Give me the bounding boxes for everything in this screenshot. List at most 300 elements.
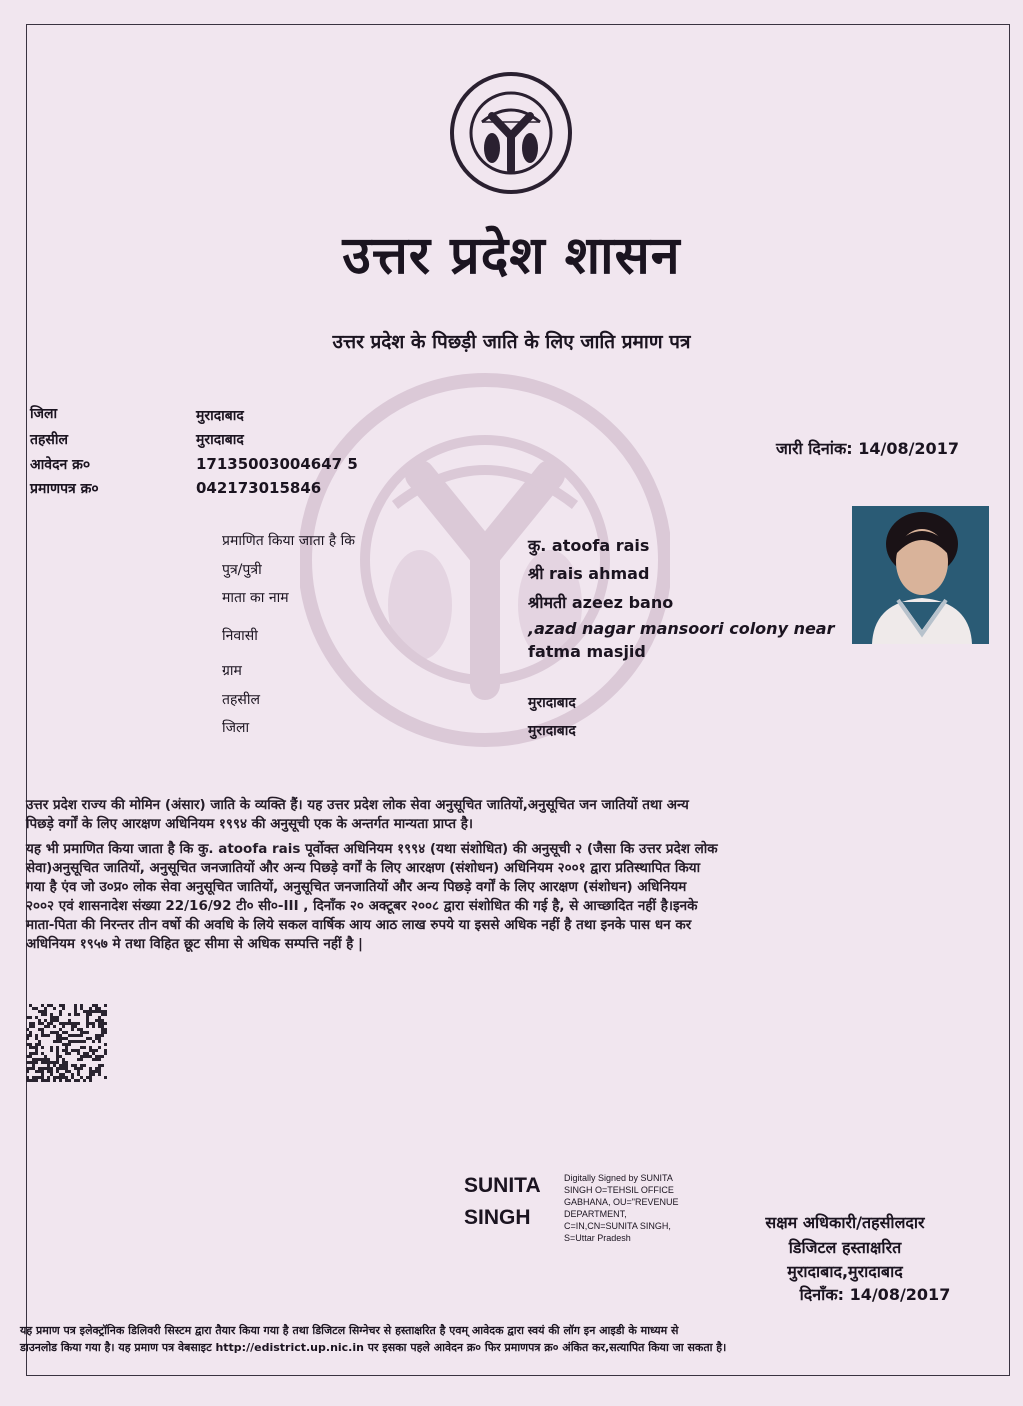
qr-module [59, 1076, 62, 1079]
qr-module [29, 1046, 32, 1049]
qr-module [62, 1049, 65, 1052]
qr-module [80, 1031, 83, 1034]
qr-module [65, 1067, 68, 1070]
qr-module [56, 1055, 59, 1058]
qr-module [65, 1043, 68, 1046]
qr-module [59, 1037, 62, 1040]
qr-module [101, 1028, 104, 1031]
resident-label: निवासी [222, 628, 258, 644]
qr-module [74, 1010, 77, 1013]
qr-module [95, 1070, 98, 1073]
issue-date-label: जारी दिनांक: [776, 439, 853, 458]
qr-module [95, 1034, 98, 1037]
qr-module [104, 1028, 107, 1031]
qr-module [71, 1025, 74, 1028]
qr-module [47, 1034, 50, 1037]
signature-detail-line: GABHANA, OU="REVENUE [564, 1197, 679, 1207]
qr-module [104, 1013, 107, 1016]
qr-module [98, 1022, 101, 1025]
qr-module [101, 1031, 104, 1034]
qr-module [98, 1007, 101, 1010]
qr-module [56, 1031, 59, 1034]
application-label: आवेदन क्र० [30, 457, 91, 473]
para2-line: २००२ एवं शासनादेश संख्या 22/16/92 टी० सी०-III , दिनाँक २० अक्टूबर २००८ द्वारा संशोधित की गई है, से आच्छादित नहीं है।इनके [26, 898, 698, 914]
certificate-subtitle: उत्तर प्रदेश के पिछड़ी जाति के लिए जाति प्रमाण पत्र [332, 331, 691, 353]
qr-module [68, 1079, 71, 1082]
father-name: श्री rais ahmad [528, 564, 650, 583]
address-line-1: ,azad nagar mansoori colony near [528, 619, 835, 638]
qr-module [77, 1073, 80, 1076]
qr-module [29, 1016, 32, 1019]
qr-module [62, 1073, 65, 1076]
signature-details [564, 1172, 678, 1244]
qr-module [83, 1031, 86, 1034]
qr-module [41, 1010, 44, 1013]
qr-module [50, 1067, 53, 1070]
qr-module [32, 1079, 35, 1082]
issue-date-value: 14/08/2017 [858, 439, 959, 458]
digital-signature [464, 1170, 724, 1260]
qr-module [77, 1067, 80, 1070]
qr-module [56, 1067, 59, 1070]
qr-module [44, 1034, 47, 1037]
qr-module [56, 1049, 59, 1052]
qr-module [86, 1010, 89, 1013]
qr-module [26, 1061, 29, 1064]
qr-module [26, 1037, 29, 1040]
qr-module [50, 1073, 53, 1076]
qr-code [26, 1004, 108, 1082]
qr-module [53, 1079, 56, 1082]
qr-module [98, 1064, 101, 1067]
qr-module [92, 1040, 95, 1043]
qr-module [98, 1070, 101, 1073]
qr-module [50, 1013, 53, 1016]
qr-module [29, 1061, 32, 1064]
qr-module [98, 1067, 101, 1070]
qr-module [50, 1049, 53, 1052]
qr-module [29, 1043, 32, 1046]
qr-module [56, 1040, 59, 1043]
qr-module [29, 1079, 32, 1082]
qr-module [41, 1022, 44, 1025]
qr-module [26, 1070, 29, 1073]
qr-module [29, 1034, 32, 1037]
qr-module [65, 1076, 68, 1079]
qr-module [38, 1067, 41, 1070]
qr-module [95, 1037, 98, 1040]
qr-module [41, 1079, 44, 1082]
qr-module [95, 1055, 98, 1058]
body-paragraph-1 [26, 796, 976, 834]
qr-module [32, 1064, 35, 1067]
qr-module [26, 1034, 29, 1037]
qr-module [101, 1034, 104, 1037]
qr-module [101, 1022, 104, 1025]
qr-module [86, 1052, 89, 1055]
qr-module [92, 1049, 95, 1052]
qr-module [29, 1052, 32, 1055]
qr-module [80, 1028, 83, 1031]
qr-module [35, 1037, 38, 1040]
qr-module [92, 1025, 95, 1028]
qr-module [95, 1049, 98, 1052]
qr-module [92, 1070, 95, 1073]
qr-module [59, 1064, 62, 1067]
qr-module [71, 1064, 74, 1067]
qr-module [41, 1058, 44, 1061]
qr-module [104, 1049, 107, 1052]
watermark-emblem [300, 345, 670, 775]
qr-module [68, 1034, 71, 1037]
qr-module [65, 1061, 68, 1064]
qr-module [41, 1034, 44, 1037]
qr-module [89, 1055, 92, 1058]
qr-module [89, 1013, 92, 1016]
qr-module [44, 1079, 47, 1082]
qr-module [59, 1028, 62, 1031]
qr-module [95, 1010, 98, 1013]
qr-module [62, 1064, 65, 1067]
qr-module [44, 1013, 47, 1016]
qr-module [101, 1055, 104, 1058]
qr-module [77, 1049, 80, 1052]
qr-module [59, 1004, 62, 1007]
authority-designation: सक्षम अधिकारी/तहसीलदार [765, 1213, 925, 1232]
qr-module [53, 1007, 56, 1010]
qr-module [80, 1076, 83, 1079]
qr-module [41, 1031, 44, 1034]
qr-module [83, 1040, 86, 1043]
qr-module [44, 1058, 47, 1061]
tehsil-label: तहसील [30, 432, 68, 448]
qr-module [62, 1025, 65, 1028]
qr-module [74, 1022, 77, 1025]
qr-module [47, 1058, 50, 1061]
qr-module [86, 1016, 89, 1019]
qr-module [59, 1010, 62, 1013]
qr-module [92, 1058, 95, 1061]
qr-module [83, 1010, 86, 1013]
qr-module [44, 1010, 47, 1013]
applicant-photo [852, 506, 989, 644]
qr-module [32, 1007, 35, 1010]
district-value: मुरादाबाद [196, 408, 244, 424]
qr-module [80, 1055, 83, 1058]
qr-module [68, 1022, 71, 1025]
address-line-2: fatma masjid [528, 642, 646, 661]
qr-module [65, 1031, 68, 1034]
certified-label: प्रमाणित किया जाता है कि [222, 533, 356, 549]
qr-module [86, 1013, 89, 1016]
qr-module [68, 1052, 71, 1055]
qr-module [98, 1055, 101, 1058]
qr-module [71, 1073, 74, 1076]
qr-module [56, 1016, 59, 1019]
qr-module [65, 1049, 68, 1052]
qr-module [77, 1028, 80, 1031]
qr-module [71, 1022, 74, 1025]
qr-module [56, 1052, 59, 1055]
qr-module [77, 1034, 80, 1037]
qr-module [26, 1028, 29, 1031]
qr-module [98, 1073, 101, 1076]
qr-module [59, 1055, 62, 1058]
qr-module [71, 1028, 74, 1031]
qr-module [50, 1070, 53, 1073]
footer-line: डाउनलोड किया गया है। यह प्रमाण पत्र वेबसाइट http://edistrict.up.nic.in पर इसका पहले आवेदन क्र० फिर प्रमाणपत्र क्र० अंकित कर,सत्यापित किया जा सकता है। [20, 1341, 727, 1354]
qr-module [41, 1061, 44, 1064]
qr-module [101, 1064, 104, 1067]
para2-line: सेवा)अनुसूचित जातियों, अनुसूचित जनजातियों और अन्य पिछड़े वर्गों के लिए आरक्षण (संशोधन) अधिनियम २००१ द्वारा प्रतिस्थापित किया [26, 860, 701, 876]
qr-module [41, 1073, 44, 1076]
qr-module [62, 1022, 65, 1025]
qr-module [62, 1067, 65, 1070]
qr-module [38, 1043, 41, 1046]
qr-module [89, 1070, 92, 1073]
qr-module [35, 1076, 38, 1079]
body-paragraph-2 [26, 840, 976, 954]
para1-line: पिछड़े वर्गों के लिए आरक्षण अधिनियम १९९४ की अनुसूची एक के अन्तर्गत मान्यता प्राप्त है। [26, 816, 473, 832]
qr-module [32, 1025, 35, 1028]
qr-module [83, 1052, 86, 1055]
qr-module [50, 1019, 53, 1022]
qr-module [74, 1067, 77, 1070]
application-number: 17135003004647 5 [196, 455, 358, 473]
signer-name [464, 1170, 541, 1234]
qr-module [74, 1025, 77, 1028]
qr-module [68, 1070, 71, 1073]
qr-module [65, 1037, 68, 1040]
qr-module [77, 1070, 80, 1073]
field-tehsil-value: मुरादाबाद [528, 695, 576, 711]
qr-module [32, 1061, 35, 1064]
qr-module [80, 1064, 83, 1067]
qr-module [98, 1034, 101, 1037]
qr-module [74, 1013, 77, 1016]
qr-module [59, 1022, 62, 1025]
qr-module [29, 1022, 32, 1025]
certificate-number: 042173015846 [196, 479, 322, 497]
signer-name-line: SINGH [464, 1206, 531, 1229]
qr-module [74, 1034, 77, 1037]
footer-note [20, 1322, 995, 1356]
qr-module [65, 1064, 68, 1067]
qr-module [47, 1061, 50, 1064]
qr-module [47, 1022, 50, 1025]
village-label: ग्राम [222, 663, 242, 679]
qr-module [104, 1004, 107, 1007]
para2-line: अधिनियम १९५७ मे तथा विहित छूट सीमा से अधिक सम्पत्ति नहीं है | [26, 936, 363, 952]
qr-module [44, 1067, 47, 1070]
qr-module [56, 1070, 59, 1073]
qr-module [71, 1049, 74, 1052]
qr-module [74, 1007, 77, 1010]
qr-module [104, 1052, 107, 1055]
qr-module [80, 1004, 83, 1007]
qr-module [68, 1040, 71, 1043]
qr-module [26, 1016, 29, 1019]
qr-module [41, 1070, 44, 1073]
qr-module [29, 1067, 32, 1070]
qr-module [104, 1076, 107, 1079]
qr-module [56, 1046, 59, 1049]
qr-module [32, 1076, 35, 1079]
qr-module [77, 1058, 80, 1061]
qr-module [80, 1046, 83, 1049]
qr-module [101, 1019, 104, 1022]
qr-module [53, 1016, 56, 1019]
signature-detail-line: Digitally Signed by SUNITA [564, 1173, 673, 1183]
qr-module [29, 1031, 32, 1034]
qr-module [62, 1037, 65, 1040]
qr-module [59, 1034, 62, 1037]
qr-module [92, 1022, 95, 1025]
issue-date [776, 437, 959, 459]
signature-detail-line: S=Uttar Pradesh [564, 1233, 631, 1243]
qr-module [80, 1034, 83, 1037]
qr-module [101, 1013, 104, 1016]
qr-module [59, 1073, 62, 1076]
qr-module [95, 1007, 98, 1010]
qr-module [89, 1079, 92, 1082]
qr-module [83, 1079, 86, 1082]
qr-module [41, 1052, 44, 1055]
qr-module [47, 1070, 50, 1073]
qr-module [56, 1037, 59, 1040]
qr-module [83, 1064, 86, 1067]
qr-module [53, 1040, 56, 1043]
qr-module [50, 1031, 53, 1034]
qr-module [56, 1034, 59, 1037]
signer-name-line: SUNITA [464, 1174, 541, 1197]
qr-module [80, 1058, 83, 1061]
qr-module [59, 1067, 62, 1070]
qr-module [77, 1079, 80, 1082]
qr-module [86, 1022, 89, 1025]
qr-module [44, 1007, 47, 1010]
qr-module [35, 1070, 38, 1073]
qr-module [62, 1058, 65, 1061]
qr-module [47, 1079, 50, 1082]
field-district-value: मुरादाबाद [528, 723, 576, 739]
qr-module [65, 1052, 68, 1055]
qr-module [35, 1043, 38, 1046]
qr-module [95, 1004, 98, 1007]
page-title: उत्तर प्रदेश शासन [342, 226, 681, 286]
qr-module [53, 1064, 56, 1067]
qr-module [47, 1064, 50, 1067]
qr-module [41, 1046, 44, 1049]
qr-module [98, 1016, 101, 1019]
qr-module [83, 1046, 86, 1049]
qr-module [38, 1076, 41, 1079]
qr-module [104, 1043, 107, 1046]
qr-module [86, 1031, 89, 1034]
qr-module [98, 1025, 101, 1028]
qr-module [86, 1037, 89, 1040]
qr-module [47, 1025, 50, 1028]
mother-name: श्रीमती azeez bano [528, 593, 674, 612]
qr-module [35, 1052, 38, 1055]
qr-module [89, 1076, 92, 1079]
qr-module [35, 1049, 38, 1052]
qr-module [68, 1043, 71, 1046]
qr-module [44, 1019, 47, 1022]
qr-module [80, 1067, 83, 1070]
qr-module [62, 1076, 65, 1079]
qr-module [53, 1025, 56, 1028]
qr-module [44, 1061, 47, 1064]
para2-line: माता-पिता की निरन्तर तीन वर्षो की अवधि के लिये सकल वार्षिक आय आठ लाख रुपये या इससे अधिक नहीं है तथा इनके पास धन कर [26, 917, 692, 933]
qr-module [41, 1013, 44, 1016]
para2-line: यह भी प्रमाणित किया जाता है कि कु. atoofa rais पूर्वोक्त अधिनियम १९९४ (यथा संशोधित) की अनुसूची २ (जैसा कि उत्तर प्रदेश लोक [26, 841, 718, 857]
applicant-name: कु. atoofa rais [528, 536, 650, 555]
qr-module [56, 1076, 59, 1079]
qr-module [38, 1022, 41, 1025]
qr-module [38, 1010, 41, 1013]
qr-module [62, 1061, 65, 1064]
qr-module [59, 1040, 62, 1043]
signature-detail-line: SINGH O=TEHSIL OFFICE [564, 1185, 674, 1195]
qr-module [50, 1004, 53, 1007]
qr-module [29, 1055, 32, 1058]
qr-module [32, 1058, 35, 1061]
qr-module [89, 1049, 92, 1052]
qr-module [26, 1067, 29, 1070]
qr-module [92, 1073, 95, 1076]
qr-module [32, 1022, 35, 1025]
qr-module [41, 1028, 44, 1031]
qr-module [86, 1055, 89, 1058]
qr-module [95, 1019, 98, 1022]
qr-module [98, 1058, 101, 1061]
tehsil-value: मुरादाबाद [196, 432, 244, 448]
qr-module [38, 1070, 41, 1073]
qr-module [50, 1016, 53, 1019]
certificate-label: प्रमाणपत्र क्र० [30, 481, 99, 497]
authority-location: मुरादाबाद,मुरादाबाद [787, 1262, 903, 1281]
qr-module [35, 1016, 38, 1019]
qr-module [104, 1031, 107, 1034]
qr-module [35, 1058, 38, 1061]
qr-module [53, 1076, 56, 1079]
qr-module [44, 1025, 47, 1028]
qr-module [65, 1022, 68, 1025]
qr-module [80, 1040, 83, 1043]
qr-module [74, 1079, 77, 1082]
qr-module [38, 1028, 41, 1031]
authority-date: दिनाँक: 14/08/2017 [799, 1285, 951, 1304]
qr-module [89, 1010, 92, 1013]
qr-module [44, 1055, 47, 1058]
qr-module [74, 1064, 77, 1067]
qr-module [71, 1076, 74, 1079]
qr-module [35, 1061, 38, 1064]
qr-module [56, 1058, 59, 1061]
qr-module [47, 1076, 50, 1079]
qr-module [41, 1076, 44, 1079]
qr-module [89, 1067, 92, 1070]
qr-module [53, 1061, 56, 1064]
qr-module [95, 1058, 98, 1061]
qr-module [38, 1058, 41, 1061]
qr-module [92, 1052, 95, 1055]
qr-module [53, 1019, 56, 1022]
qr-module [98, 1019, 101, 1022]
qr-module [47, 1067, 50, 1070]
qr-module [62, 1007, 65, 1010]
